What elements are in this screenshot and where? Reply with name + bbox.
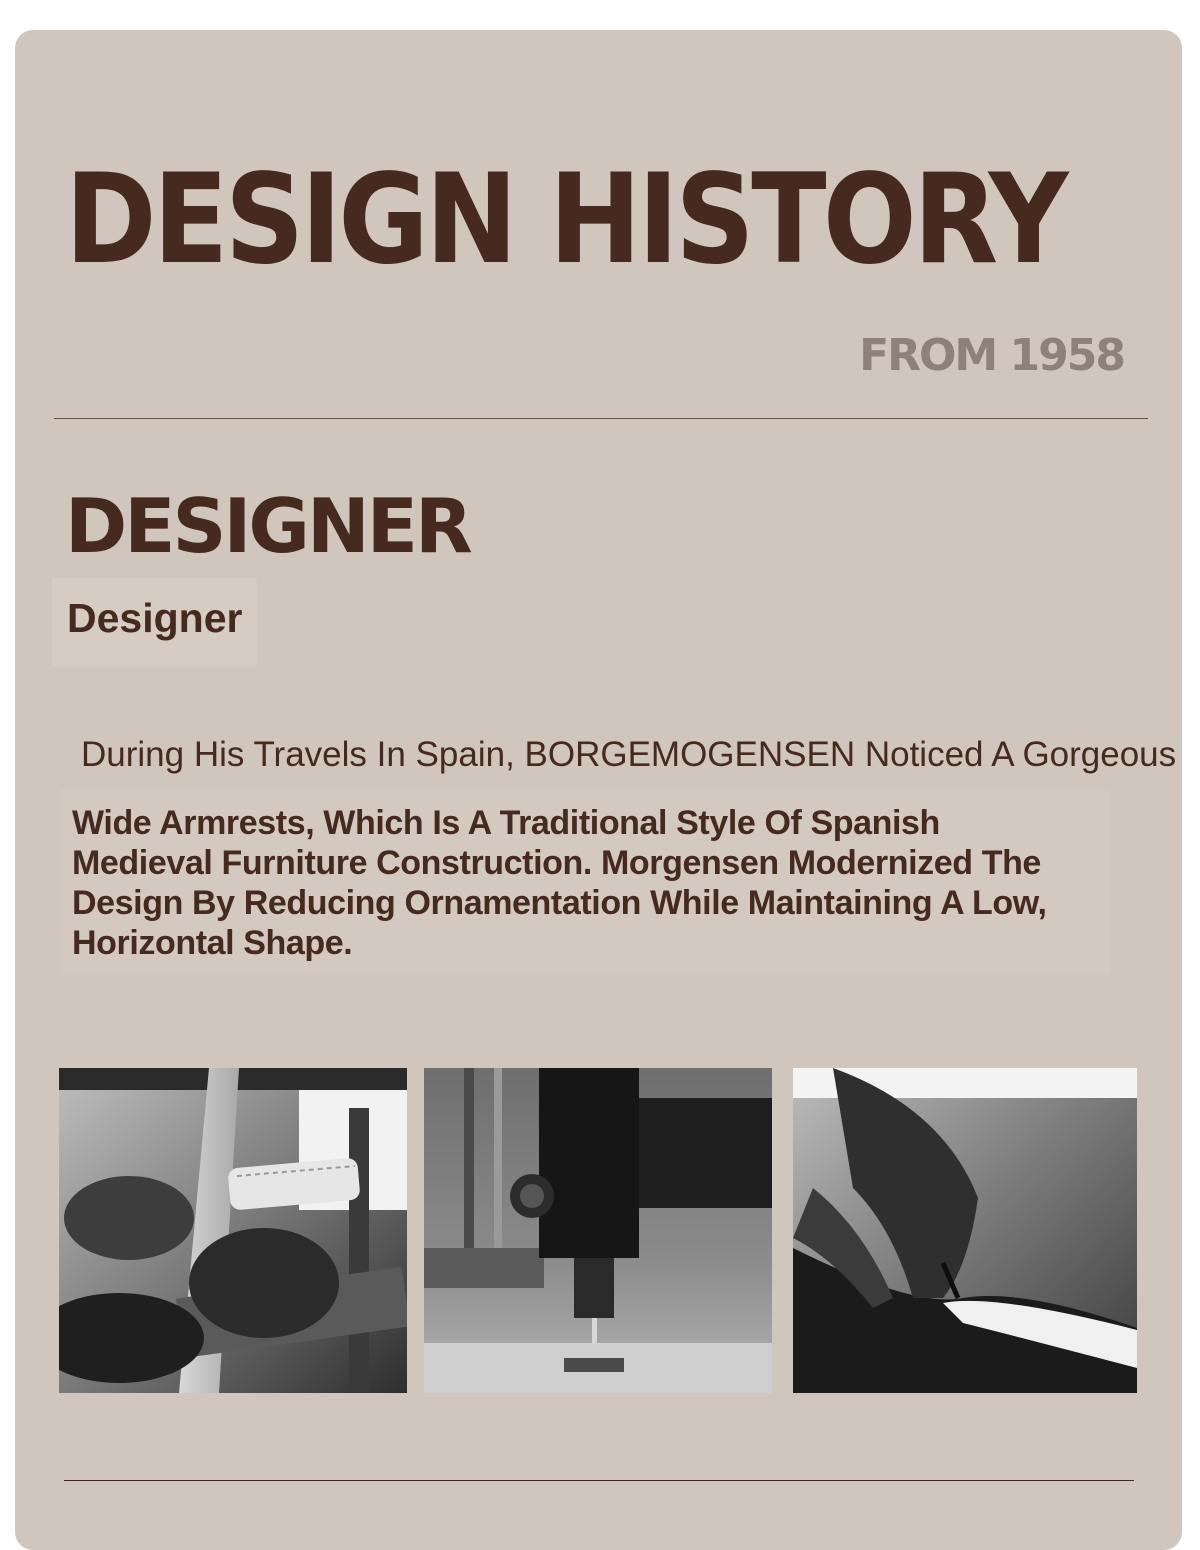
- photo-cutting-leather: [793, 1068, 1137, 1393]
- photo-cutting-leather-image: [793, 1068, 1137, 1393]
- designer-lead-text: During His Travels In Spain, BORGEMOGENSEN Noticed A Gorgeous: [81, 735, 1177, 774]
- photo-sewing-machine: [424, 1068, 772, 1393]
- bottom-divider: [64, 1480, 1134, 1481]
- page-title: DESIGN HISTORY: [65, 148, 1065, 292]
- designer-body-text: Wide Armrests, Which Is A Traditional Style Of Spanish Medieval Furniture Construction. Morgensen Modernized The Design By Reducing Ornamentation While Maintaining A Low, Horizontal Shape.: [72, 804, 1047, 962]
- designer-subheading: Designer: [67, 595, 243, 641]
- photo-leather-strap-image: [59, 1068, 407, 1393]
- design-history-card: [15, 30, 1182, 1550]
- since-year-label: FROM 1958: [859, 330, 1124, 381]
- designer-section-heading: DESIGNER: [65, 482, 470, 570]
- top-divider: [54, 418, 1148, 419]
- photo-leather-strap: [59, 1068, 407, 1393]
- photo-sewing-machine-image: [424, 1068, 772, 1393]
